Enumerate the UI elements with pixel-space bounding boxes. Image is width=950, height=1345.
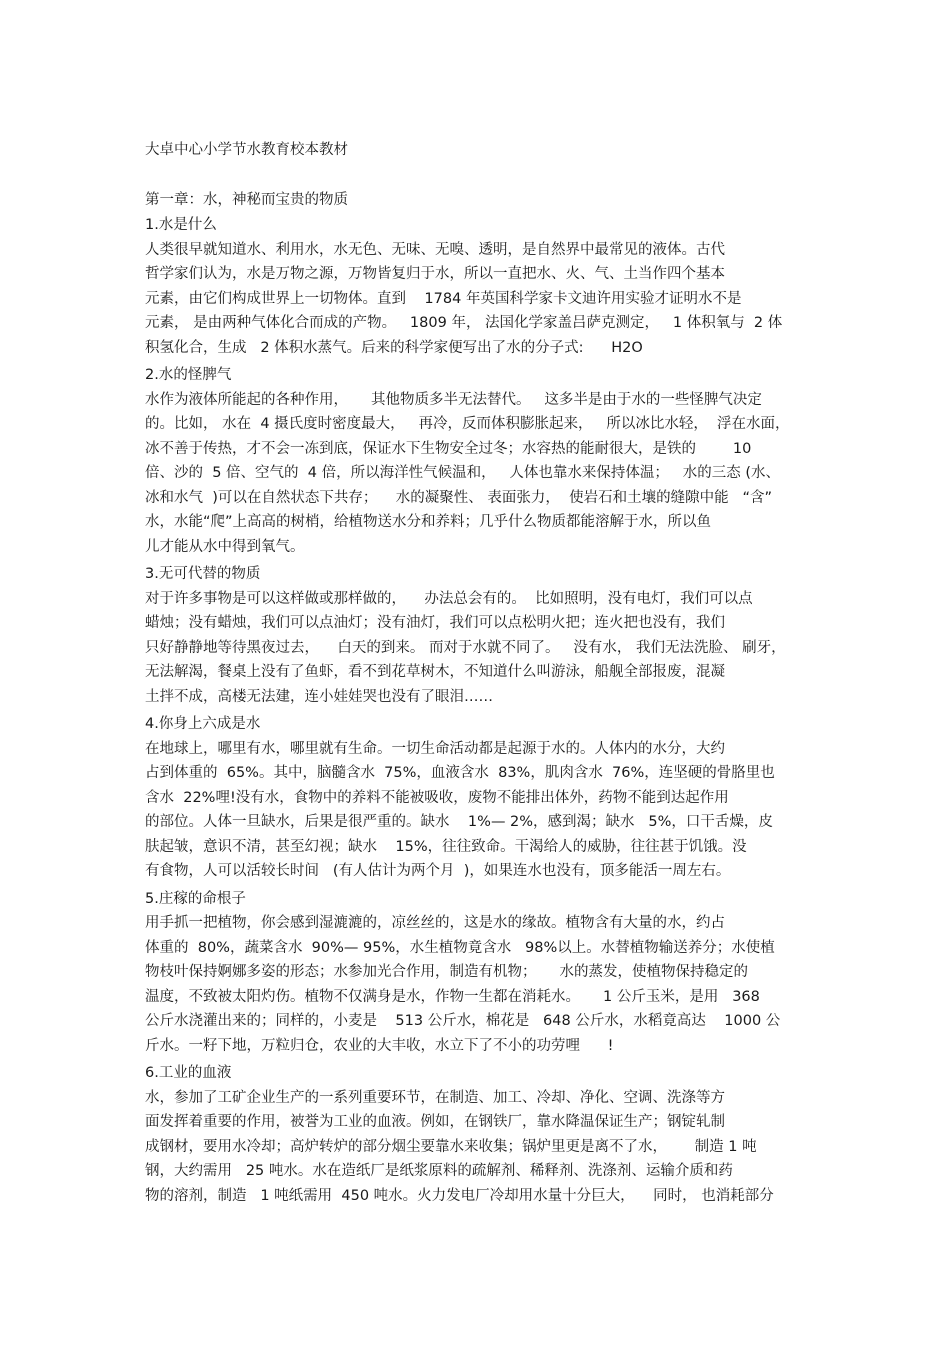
paragraph-line: 物的溶剂，制造 1 吨纸需用 450 吨水。火力发电厂冷却用水量十分巨大， 同时， 也消耗部分 [145, 1187, 774, 1204]
paragraph-line: 水，参加了工矿企业生产的一系列重要环节，在制造、加工、冷却、净化、空调、洗涤等方 [145, 1089, 725, 1106]
document-content [145, 140, 810, 1208]
paragraph-line: 占到体重的 65%。其中，脑髓含水 75%，血液含水 83%，肌肉含水 76%，连坚硬的骨胳里也 [145, 765, 775, 781]
section-heading: 4.你身上六成是水 [145, 716, 261, 732]
chapter-title: 第一章：水，神秘而宝贵的物质 [145, 192, 348, 208]
paragraph-line: 水作为液体所能起的各种作用， 其他物质多半无法替代。 这多半是由于水的一些怪脾气决定 [145, 391, 762, 408]
paragraph-line: 元素，由它们构成世界上一切物体。直到 1784 年英国科学家卡文迪许用实验才证明水不是 [145, 290, 742, 307]
paragraph-line: 冰和水气 )可以在自然状态下共存； 水的凝聚性、 表面张力， 使岩石和土壤的缝隙中能 “含” [145, 489, 772, 506]
paragraph-line: 钢，大约需用 25 吨水。水在造纸厂是纸浆原料的疏解剂、稀释剂、洗涤剂、运输介质和药 [145, 1163, 733, 1179]
paragraph-line: 水，水能“爬”上高高的树梢，给植物送水分和养料；几乎什么物质都能溶解于水，所以鱼 [145, 514, 712, 530]
sections-container [145, 213, 810, 1208]
paragraph-line: 的。比如， 水在 4 摄氏度时密度最大， 再冷，反而体积膨胀起来， 所以冰比水轻， 浮在水面， [145, 416, 790, 432]
paragraph-line: 公斤水浇灌出来的；同样的，小麦是 513 公斤水，棉花是 648 公斤水，水稻竟高达 1000 公 [145, 1013, 781, 1029]
paragraph-line: 元素， 是由两种气体化合而成的产物。 1809 年， 法国化学家盖吕萨克测定， 1 体积氧与 2 体 [145, 315, 783, 331]
paragraph-line: 人类很早就知道水、利用水，水无色、无味、无嗅、透明，是自然界中最常见的液体。古代 [145, 241, 725, 258]
paragraph-line: 面发挥着重要的作用，被誉为工业的血液。例如，在钢铁厂，靠水降温保证生产；钢锭轧制 [145, 1114, 725, 1130]
section-heading: 2.水的怪脾气 [145, 367, 232, 383]
paragraph-line: 有食物，人可以活较长时间 (有人估计为两个月 )，如果连水也没有，顶多能活一周左右。 [145, 863, 731, 879]
paragraph-line: 对于许多事物是可以这样做或那样做的， 办法总会有的。 比如照明，没有电灯，我们可以点 [145, 590, 753, 607]
paragraph-line: 儿才能从水中得到氧气。 [145, 538, 305, 555]
section-heading: 5.庄稼的命根子 [145, 890, 246, 907]
paragraph-line: 无法解渴，餐桌上没有了鱼虾，看不到花草树木，不知道什么叫游泳，船舰全部报废，混凝 [145, 664, 725, 680]
paragraph-line: 冰不善于传热，才不会一冻到底，保证水下生物安全过冬；水容热的能耐很大，是铁的 10 [145, 440, 752, 457]
paragraph-line: 土拌不成，高楼无法建，连小娃娃哭也没有了眼泪…… [145, 688, 493, 705]
paragraph-line: 只好静静地等待黑夜过去， 白天的到来。 而对于水就不同了。 没有水， 我们无法洗脸、 刷牙， [145, 639, 786, 656]
paragraph-line: 温度，不致被太阳灼伤。植物不仅满身是水，作物一生都在消耗水。 1 公斤玉米，是用 368 [145, 988, 760, 1005]
paragraph-line: 斤水。一籽下地，万粒归仓，农业的大丰收，水立下了不小的功劳哩 ! [145, 1037, 614, 1054]
section-5 [145, 887, 810, 1059]
paragraph-line: 用手抓一把植物，你会感到湿漉漉的，凉丝丝的，这是水的缘故。植物含有大量的水，约占 [145, 915, 725, 931]
paragraph-line: 积氢化合，生成 2 体积水蒸气。后来的科学家便写出了水的分子式: H2O [145, 339, 643, 356]
paragraph-line: 在地球上，哪里有水，哪里就有生命。一切生命活动都是起源于水的。人体内的水分，大约 [145, 740, 725, 757]
section-heading: 6.工业的血液 [145, 1065, 232, 1081]
section-6 [145, 1061, 810, 1208]
document-title: 大卓中心小学节水教育校本教材 [145, 142, 348, 158]
section-2 [145, 363, 810, 559]
section-heading: 3.无可代替的物质 [145, 566, 261, 582]
section-4 [145, 712, 810, 884]
section-3 [145, 562, 810, 709]
section-heading: 1.水是什么 [145, 217, 217, 233]
paragraph-line: 成钢材，要用水冷却；高炉转炉的部分烟尘要靠水来收集；锅炉里更是离不了水， 制造 1 吨 [145, 1138, 757, 1155]
paragraph-line: 倍、沙的 5 倍、空气的 4 倍，所以海洋性气候温和， 人体也靠水来保持体温； 水的三态 (水、 [145, 465, 781, 481]
section-1 [145, 213, 810, 360]
paragraph-line: 含水 22%哩!没有水，食物中的养料不能被吸收，废物不能排出体外，药物不能到达起作用 [145, 789, 729, 806]
paragraph-line: 物枝叶保持婀娜多姿的形态；水参加光合作用，制造有机物； 水的蒸发，使植物保持稳定的 [145, 964, 749, 980]
paragraph-line: 的部位。人体一旦缺水，后果是很严重的。缺水 1%— 2%，感到渴；缺水 5%，口干舌燥，皮 [145, 814, 773, 830]
paragraph-line: 体重的 80%，蔬菜含水 90%— 95%，水生植物竟含水 98%以上。水替植物输送养分；水使植 [145, 939, 775, 956]
paragraph-line: 哲学家们认为，水是万物之源，万物皆复归于水，所以一直把水、火、气、土当作四个基本 [145, 266, 725, 282]
paragraph-line: 肤起皱，意识不清，甚至幻视；缺水 15%，往往致命。干渴给人的威胁，往往甚于饥饿。没 [145, 838, 747, 855]
paragraph-line: 蜡烛；没有蜡烛，我们可以点油灯；没有油灯，我们可以点松明火把；连火把也没有，我们 [145, 615, 725, 631]
